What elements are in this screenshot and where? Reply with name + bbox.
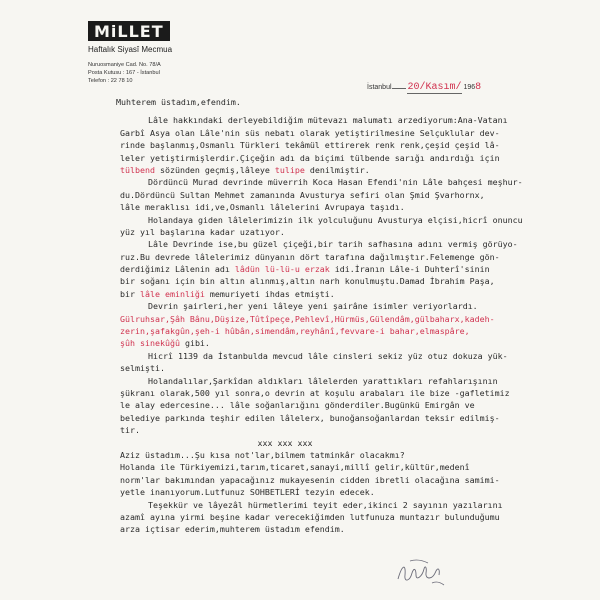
text-line: [120, 424, 570, 436]
date-place: İstanbul: [367, 84, 392, 91]
text-segment: Holandalılar,Şarkîdan aldıkları lâlelerden yarattıkları refahlarışının: [148, 375, 498, 386]
text-line: [120, 350, 570, 362]
paragraph: [120, 375, 570, 437]
text-line: [120, 499, 570, 511]
text-segment: azamî ayına yirmi beşine kadar verecekiğimden lutfunuza muntazır bulunduğumu: [120, 511, 500, 522]
paragraph: [120, 238, 570, 300]
address-line: Telefon : 22 78 10: [88, 78, 133, 84]
text-segment: memuriyeti ihdas etmişti.: [204, 288, 335, 299]
text-segment: bir: [120, 288, 140, 299]
highlighted-term: tulipe: [274, 164, 305, 175]
text-segment: Lâle Devrinde ise,bu güzel çiçeği,bir tarih safhasına adını vermiş görüyo-: [148, 239, 518, 250]
text-segment: le alay edercesine... lâle soğanlarığını gönderdiler.Bugünkü Emirgân ve: [120, 400, 475, 411]
text-line: [120, 313, 570, 325]
text-segment: Teşekkür ve lâyezâl hürmetlerimi teyit eder,ikinci 2 sayının yazılarını: [148, 499, 503, 510]
text-segment: ruz.Bu devrede lâlelerimiz dünyanın dört tarafına dağılmıştır.Felemenge gön-: [120, 251, 500, 262]
text-line: [120, 362, 570, 374]
letter-body: [116, 96, 570, 536]
millet-logo: MiLLET: [88, 21, 170, 41]
text-segment: du.Dördüncü Sultan Mehmet zamanında Avusturya sefiri olan Şmid Şvarhornx,: [120, 189, 485, 200]
text-segment: leler yetiştirmişlerdir.Çiçeğin adı da biçimi tülbende sarığı andırdığı için: [120, 152, 500, 163]
date-year-prefix: 196: [463, 84, 476, 91]
text-segment: Garbî Asya olan Lâle'nin süs nebatı olarak yetiştirilmesine Selçuklular dev-: [120, 127, 500, 138]
text-line: [120, 127, 570, 139]
text-line: [120, 449, 570, 461]
text-segment: Holanda ile Türkiyemizi,tarım,ticaret,sanayi,millî gelir,kültür,medenî: [120, 462, 470, 473]
text-segment: Hicrî 1139 da İstanbulda mevcud lâle cinsleri sekiz yüz otuz dokuza yük-: [148, 350, 508, 361]
highlighted-term: lâdün lü-lü-u erzak: [234, 264, 330, 275]
text-line: [120, 251, 570, 263]
address-line: Posta Kutusu : 167 - İstanbul: [88, 70, 160, 76]
text-segment: arza içtisar ederim,muhterem üstadım efendim.: [120, 524, 345, 535]
date-handwritten: 20/Kasım/: [407, 82, 462, 93]
highlighted-term: şûh sinekûğû: [120, 338, 180, 349]
text-line: [120, 511, 570, 523]
letterhead-address: [88, 61, 161, 85]
text-line: [120, 164, 570, 176]
text-line: [120, 399, 570, 411]
text-line: [120, 263, 570, 275]
text-line: [120, 412, 570, 424]
text-line: [120, 238, 570, 250]
handwritten-signature: [392, 555, 450, 589]
text-segment: tir.: [120, 425, 140, 436]
paragraph: [120, 499, 570, 536]
text-segment: Holandaya giden lâlelerimizin ilk yolculuğunu Avusturya elçisi,hicrî onuncu: [148, 214, 523, 225]
text-line: [120, 201, 570, 213]
text-line: [120, 387, 570, 399]
separator: xxx xxx xxx: [257, 437, 313, 448]
salutation: Muhterem üstadım,efendim.: [116, 97, 241, 107]
text-line: [120, 375, 570, 387]
paragraph: [120, 449, 570, 499]
text-line: [120, 288, 570, 300]
text-segment: Devrin şairleri,her yeni lâleye yeni şairâne isimler veriyorlardı.: [148, 301, 478, 312]
text-line: [120, 474, 570, 486]
text-segment: norm'lar bakımından yapacağınız mukayesenin cidden ibretli olacağına samimi-: [120, 474, 500, 485]
text-segment: gibi.: [179, 338, 210, 349]
text-line: [120, 226, 570, 238]
text-segment: lâle meraklısı idi,ve,Osmanlı lâlelerini Avrupaya taşıdı.: [120, 202, 405, 213]
text-segment: şükranı olarak,500 yıl sonra,o devrin at koşulu arabaları ile bize -gafletimiz: [120, 387, 510, 398]
date-year-suffix: 8: [475, 82, 482, 93]
text-line: [120, 325, 570, 337]
text-segment: yetle inanıyorum.Lutfunuz SOHBETLERİ tezyin edecek.: [120, 487, 375, 498]
text-segment: selmişti.: [120, 363, 165, 374]
highlighted-term: lâle eminliği: [139, 288, 205, 299]
text-segment: Dördüncü Murad devrinde müverrih Koca Hasan Efendi'nin Lâle bahçesi meşhur-: [148, 177, 523, 188]
paragraph: [120, 300, 570, 350]
letter-date: [367, 82, 481, 94]
text-line: [120, 300, 570, 312]
magazine-subtitle: Haftalık Siyasî Mecmua: [88, 45, 173, 54]
paragraph: [120, 350, 570, 375]
highlighted-term: Gülruhsar,Şâh Bânu,Düşize,Tûtîpeçe,Pehlevî,Hürmüs,Gülendâm,gülbaharx,kadeh-: [120, 313, 495, 324]
text-segment: Lâle hakkındaki derleyebildiğim mütevazı malumatı arzediyorum:Ana-Vatanı: [148, 115, 508, 126]
text-line: [120, 214, 570, 226]
highlighted-term: tülbend: [120, 164, 155, 175]
address-line: Nuruosmaniye Cad. No. 78/A: [88, 62, 161, 68]
paragraph: [120, 176, 570, 213]
text-line: [120, 275, 570, 287]
text-line: [120, 461, 570, 473]
text-segment: rinde başlanmış,Osmanlı Türkleri tekâmül ettirerek renk renk,çeşid çeşid lâ-: [120, 140, 500, 151]
text-segment: sözünden geçmiş,lâleye: [154, 164, 275, 175]
text-line: [120, 152, 570, 164]
text-line: [120, 523, 570, 535]
text-segment: yüz yıl başlarına kadar uzatıyor.: [120, 226, 285, 237]
text-line: [120, 337, 570, 349]
paragraph: [120, 114, 570, 176]
text-line: [120, 139, 570, 151]
highlighted-term: zerin,şafakgûn,şeh-i hûbân,simendâm,reyhânî,fevvare-i bahar,elmaspâre,: [120, 326, 470, 337]
text-segment: idi.İranın Lâle-i Duhterî'sinin: [329, 264, 490, 275]
text-line: [120, 176, 570, 188]
text-segment: denilmiştir.: [304, 164, 370, 175]
text-segment: bir soğanı için bin altın alınmış,altın narh konulmuştu.Damad İbrahim Paşa,: [120, 276, 495, 287]
paragraph: [120, 214, 570, 239]
text-line: [120, 114, 570, 126]
text-line: [120, 189, 570, 201]
text-segment: Aziz üstadım...Şu kısa not'lar,bilmem tatminkâr olacakmı?: [120, 449, 405, 460]
text-segment: derdiğimiz Lâlenin adı: [120, 264, 235, 275]
text-segment: belediye parkında teşhir edilen lâlelerx, bunoğansoğanlardan teksir edilmiş-: [120, 412, 500, 423]
text-line: [120, 486, 570, 498]
